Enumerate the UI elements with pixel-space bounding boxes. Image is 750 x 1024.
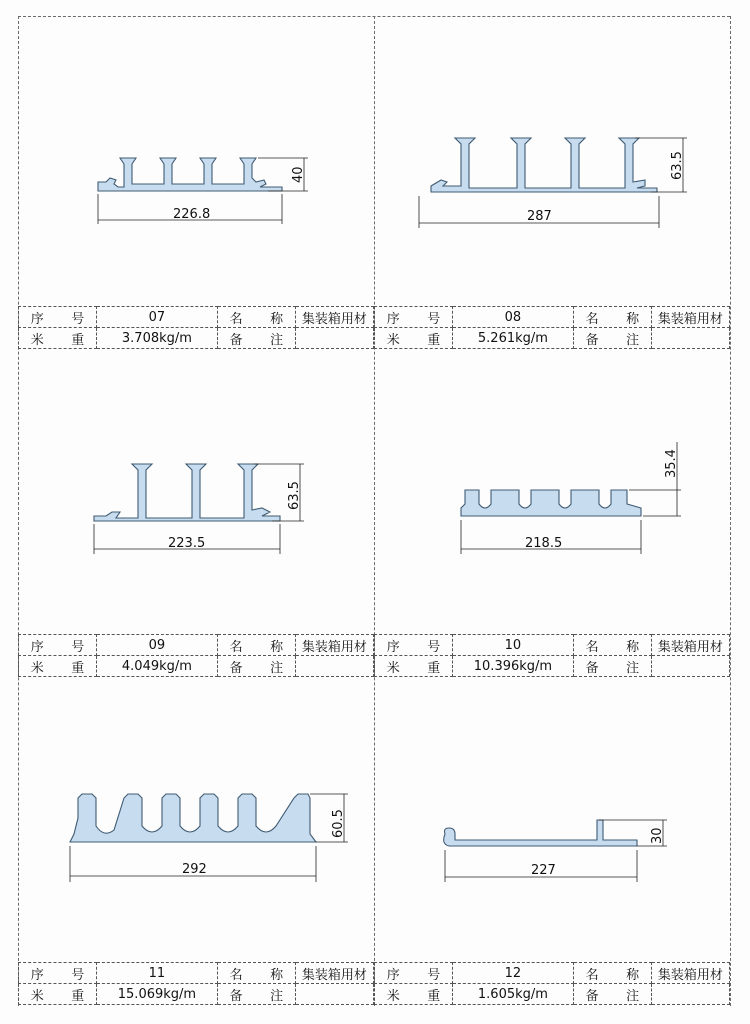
remark-label: 备 注 — [217, 984, 295, 1005]
remark-value — [295, 656, 373, 677]
profile-shape-11 — [70, 794, 316, 842]
serial-label: 序 号 — [375, 963, 453, 984]
weight-value: 4.049kg/m — [96, 656, 217, 677]
frame-right — [730, 16, 731, 1006]
remark-label: 备 注 — [217, 328, 295, 349]
width-dim-08: 287 — [527, 209, 552, 224]
spec-table-12 — [374, 962, 730, 1005]
profile-drawing-12 — [375, 678, 730, 962]
profile-shape-07 — [98, 158, 282, 191]
name-value: 集装箱用材 — [295, 307, 373, 328]
serial-label: 序 号 — [19, 963, 97, 984]
name-label: 名 称 — [217, 635, 295, 656]
serial-label: 序 号 — [375, 307, 453, 328]
profile-shape-12 — [444, 820, 637, 846]
serial-value: 10 — [452, 635, 573, 656]
weight-label: 米 重 — [19, 328, 97, 349]
spec-table-09 — [18, 634, 374, 677]
serial-label: 序 号 — [19, 307, 97, 328]
height-dim-09: 63.5 — [287, 481, 302, 510]
remark-label: 备 注 — [573, 984, 651, 1005]
name-label: 名 称 — [573, 307, 651, 328]
name-value: 集装箱用材 — [651, 635, 729, 656]
height-dim-10: 35.4 — [664, 449, 679, 478]
height-dim-11: 60.5 — [331, 809, 346, 838]
spec-table-07 — [18, 306, 374, 349]
spec-table-11 — [18, 962, 374, 1005]
profile-drawing-07 — [18, 18, 374, 304]
profile-shape-10 — [461, 490, 641, 516]
spec-table-10 — [374, 634, 730, 677]
weight-value: 5.261kg/m — [452, 328, 573, 349]
weight-label: 米 重 — [375, 984, 453, 1005]
width-dim-07: 226.8 — [173, 207, 211, 222]
remark-label: 备 注 — [217, 656, 295, 677]
name-value: 集装箱用材 — [651, 307, 729, 328]
profile-drawing-10 — [375, 350, 730, 634]
width-dim-12: 227 — [531, 863, 556, 878]
remark-label: 备 注 — [573, 328, 651, 349]
profile-shape-08 — [431, 138, 657, 192]
profile-drawing-11 — [18, 678, 374, 962]
serial-value: 09 — [96, 635, 217, 656]
name-label: 名 称 — [573, 963, 651, 984]
weight-label: 米 重 — [375, 328, 453, 349]
name-label: 名 称 — [217, 963, 295, 984]
width-dim-10: 218.5 — [525, 536, 563, 551]
height-dim-12: 30 — [650, 827, 665, 844]
remark-value — [651, 984, 729, 1005]
name-value: 集装箱用材 — [295, 635, 373, 656]
weight-value: 10.396kg/m — [452, 656, 573, 677]
remark-label: 备 注 — [573, 656, 651, 677]
profile-shape-09 — [94, 464, 280, 521]
spec-table-08 — [374, 306, 730, 349]
remark-value — [295, 328, 373, 349]
serial-value: 08 — [452, 307, 573, 328]
serial-value: 12 — [452, 963, 573, 984]
remark-value — [651, 328, 729, 349]
name-value: 集装箱用材 — [295, 963, 373, 984]
weight-label: 米 重 — [19, 656, 97, 677]
profile-drawing-09 — [18, 350, 374, 634]
width-dim-11: 292 — [182, 862, 207, 877]
serial-value: 11 — [96, 963, 217, 984]
weight-value: 15.069kg/m — [96, 984, 217, 1005]
remark-value — [295, 984, 373, 1005]
weight-value: 3.708kg/m — [96, 328, 217, 349]
serial-label: 序 号 — [19, 635, 97, 656]
serial-label: 序 号 — [375, 635, 453, 656]
remark-value — [651, 656, 729, 677]
height-dim-07: 40 — [291, 166, 306, 183]
name-value: 集装箱用材 — [651, 963, 729, 984]
width-dim-09: 223.5 — [168, 536, 206, 551]
profile-drawing-08 — [375, 18, 730, 304]
height-dim-08: 63.5 — [670, 151, 685, 180]
name-label: 名 称 — [217, 307, 295, 328]
name-label: 名 称 — [573, 635, 651, 656]
weight-label: 米 重 — [19, 984, 97, 1005]
weight-value: 1.605kg/m — [452, 984, 573, 1005]
serial-value: 07 — [96, 307, 217, 328]
weight-label: 米 重 — [375, 656, 453, 677]
